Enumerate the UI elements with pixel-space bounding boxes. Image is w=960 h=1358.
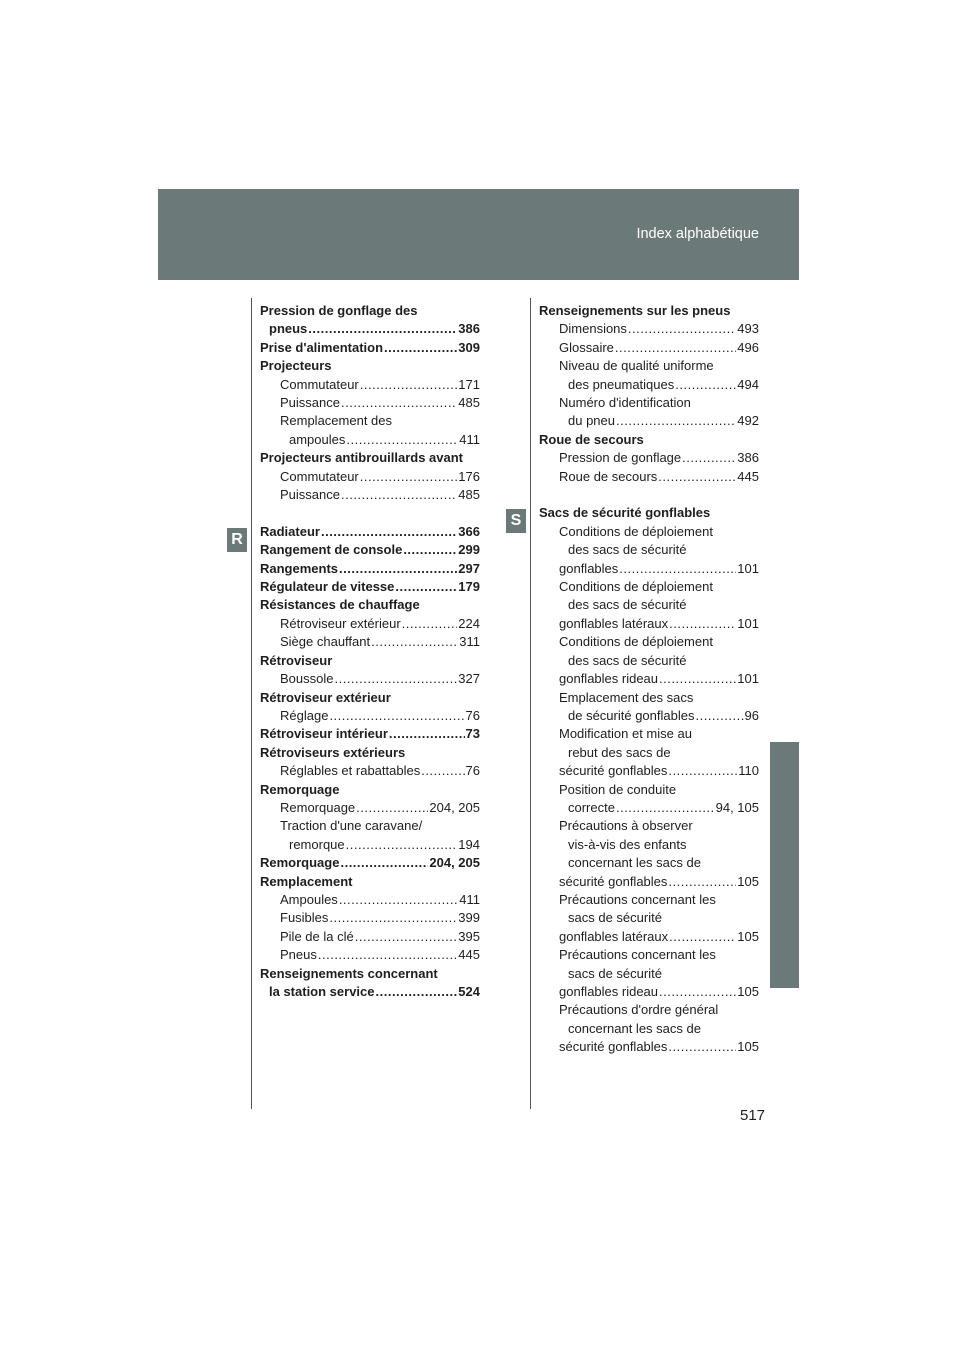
index-entry <box>260 744 480 762</box>
entry-term: Réglables et rabattables <box>280 763 421 779</box>
entry-term: Pneus <box>280 947 317 963</box>
index-entry <box>539 744 759 762</box>
entry-term: ampoules <box>289 431 346 447</box>
letter-badge-s: S <box>506 509 526 533</box>
entry-term: Projecteurs antibrouillards avant <box>260 450 464 466</box>
entry-leader-dots <box>669 615 736 633</box>
entry-leader-dots <box>339 891 458 909</box>
entry-term: Fusibles <box>280 910 329 926</box>
entry-page-ref: 94, 105 <box>715 799 759 815</box>
entry-term: Remorquage <box>260 855 340 871</box>
index-entry <box>260 781 480 799</box>
entry-term: Commutateur <box>280 376 359 392</box>
entry-term: Dimensions <box>559 321 627 337</box>
index-entry <box>539 320 759 338</box>
entry-term: Remplacement <box>260 873 353 889</box>
entry-page-ref: 411 <box>459 891 480 907</box>
index-entry <box>539 633 759 651</box>
index-entry <box>260 394 480 412</box>
index-entry <box>260 541 480 559</box>
entry-page-ref: 101 <box>737 671 759 687</box>
entry-leader-dots <box>346 431 458 449</box>
entry-page-ref: 485 <box>458 395 480 411</box>
entry-page-ref: 311 <box>459 634 480 650</box>
entry-page-ref: 73 <box>465 726 480 742</box>
entry-leader-dots <box>355 928 458 946</box>
entry-leader-dots <box>668 1038 736 1056</box>
entry-page-ref: 386 <box>458 321 480 337</box>
index-entry <box>260 725 480 743</box>
entry-term: sécurité gonflables <box>559 763 668 779</box>
index-entry <box>260 578 480 596</box>
entry-page-ref: 204, 205 <box>429 799 480 815</box>
entry-page-ref: 386 <box>737 450 759 466</box>
index-entry <box>539 1020 759 1038</box>
entry-term: Rangement de console <box>260 542 403 558</box>
entry-term: Précautions d'ordre général <box>559 1002 719 1018</box>
entry-leader-dots <box>321 523 457 541</box>
entry-leader-dots <box>329 909 457 927</box>
entry-term: Prise d'alimentation <box>260 339 384 355</box>
entry-leader-dots <box>668 873 736 891</box>
entry-term: sacs de sécurité <box>568 965 662 981</box>
entry-term: Roue de secours <box>539 431 644 447</box>
index-entry <box>539 836 759 854</box>
entry-term: Emplacement des sacs <box>559 689 694 705</box>
index-entry <box>539 449 759 467</box>
index-entry <box>260 633 480 651</box>
entry-page-ref: 496 <box>737 339 759 355</box>
index-entry <box>260 615 480 633</box>
entry-term: Résistances de chauffage <box>260 597 420 613</box>
index-entry <box>539 928 759 946</box>
index-entry <box>539 965 759 983</box>
entry-term: concernant les sacs de <box>568 1020 701 1036</box>
entry-term: concernant les sacs de <box>568 855 701 871</box>
entry-term: Conditions de déploiement <box>559 634 713 650</box>
entry-leader-dots <box>329 707 464 725</box>
index-entry <box>260 560 480 578</box>
entry-term: Modification et mise au <box>559 726 692 742</box>
index-entry <box>260 854 480 872</box>
entry-term: Numéro d'identification <box>559 395 691 411</box>
index-entry <box>539 504 759 522</box>
entry-page-ref: 327 <box>458 671 480 687</box>
entry-leader-dots <box>341 394 457 412</box>
entry-term: des sacs de sécurité <box>568 652 687 668</box>
entry-term: Renseignements sur les pneus <box>539 303 731 318</box>
entry-term: gonflables <box>559 560 619 576</box>
entry-page-ref: 524 <box>458 984 480 1000</box>
entry-leader-dots <box>341 486 457 504</box>
index-entry <box>539 394 759 412</box>
entry-page-ref: 485 <box>458 487 480 503</box>
index-entry <box>260 891 480 909</box>
entry-page-ref: 105 <box>737 873 759 889</box>
entry-page-ref: 101 <box>737 615 759 631</box>
entry-term: remorque <box>289 836 345 852</box>
entry-term: pneus <box>269 321 308 337</box>
entry-page-ref: 105 <box>737 1039 759 1055</box>
index-entry <box>539 891 759 909</box>
entry-leader-dots <box>616 412 736 430</box>
entry-term: Pression de gonflage <box>559 450 682 466</box>
entry-term: gonflables latéraux <box>559 615 669 631</box>
index-entry <box>260 357 480 375</box>
entry-term: Projecteurs <box>260 358 332 374</box>
entry-term: Rétroviseur extérieur <box>260 689 391 705</box>
entry-term: rebut des sacs de <box>568 744 671 760</box>
entry-page-ref: 110 <box>738 763 759 779</box>
letter-badge-r: R <box>227 528 247 552</box>
index-entry <box>539 799 759 817</box>
entry-leader-dots <box>371 633 458 651</box>
index-entry <box>539 670 759 688</box>
entry-leader-dots <box>421 762 464 780</box>
index-entry <box>539 615 759 633</box>
entry-term: Conditions de déploiement <box>559 523 713 539</box>
entry-leader-dots <box>615 339 736 357</box>
entry-page-ref: 445 <box>458 947 480 963</box>
entry-term: Rétroviseurs extérieurs <box>260 744 406 760</box>
index-entry <box>260 468 480 486</box>
index-column-left <box>260 302 480 1001</box>
entry-term: du pneu <box>568 413 615 429</box>
entry-term: des pneumatiques <box>568 376 675 392</box>
index-entry <box>539 854 759 872</box>
entry-term: de sécurité gonflables <box>568 707 695 723</box>
entry-spacer <box>539 486 759 504</box>
entry-term: Puissance <box>280 487 340 503</box>
index-entry <box>539 707 759 725</box>
entry-leader-dots <box>334 670 457 688</box>
entry-leader-dots <box>360 468 458 486</box>
entry-term: Renseignements concernant <box>260 965 438 981</box>
index-entry <box>260 302 480 320</box>
index-entry <box>260 909 480 927</box>
entry-term: Siège chauffant <box>280 634 371 650</box>
entry-term: des sacs de sécurité <box>568 597 687 613</box>
index-entry <box>260 873 480 891</box>
entry-leader-dots <box>346 836 458 854</box>
index-entry <box>539 873 759 891</box>
column-divider-left <box>251 298 252 1109</box>
side-tab <box>770 742 799 988</box>
entry-leader-dots <box>628 320 736 338</box>
entry-page-ref: 366 <box>458 523 480 539</box>
index-entry <box>260 412 480 430</box>
entry-leader-dots <box>616 799 715 817</box>
entry-term: Traction d'une caravane/ <box>280 818 423 834</box>
entry-term: Rétroviseur extérieur <box>280 615 401 631</box>
entry-term: Réglage <box>280 707 329 723</box>
index-entry <box>539 523 759 541</box>
index-entry <box>539 689 759 707</box>
entry-term: Commutateur <box>280 468 359 484</box>
index-entry <box>260 670 480 688</box>
entry-leader-dots <box>619 560 736 578</box>
entry-page-ref: 309 <box>458 339 480 355</box>
entry-term: sécurité gonflables <box>559 873 668 889</box>
index-entry <box>260 983 480 1001</box>
index-entry <box>539 357 759 375</box>
entry-term: Rétroviseur intérieur <box>260 726 388 742</box>
index-entry <box>260 320 480 338</box>
entry-page-ref: 445 <box>737 468 759 484</box>
entry-term: Régulateur de vitesse <box>260 579 395 595</box>
index-entry <box>260 928 480 946</box>
index-entry <box>260 799 480 817</box>
entry-term: Rétroviseur <box>260 652 333 668</box>
entry-page-ref: 395 <box>458 928 480 944</box>
entry-leader-dots <box>682 449 736 467</box>
entry-page-ref: 76 <box>465 763 480 779</box>
index-entry <box>260 486 480 504</box>
entry-term: Roue de secours <box>559 468 658 484</box>
entry-term: Pression de gonflage des <box>260 303 418 318</box>
entry-term: Pile de la clé <box>280 928 354 944</box>
index-entry <box>260 707 480 725</box>
index-entry <box>539 762 759 780</box>
entry-page-ref: 105 <box>737 984 759 1000</box>
index-entry <box>539 412 759 430</box>
entry-page-ref: 399 <box>458 910 480 926</box>
entry-page-ref: 297 <box>458 560 480 576</box>
entry-leader-dots <box>695 707 743 725</box>
column-divider-middle <box>530 298 531 1109</box>
entry-term: Rangements <box>260 560 339 576</box>
entry-spacer <box>260 504 480 522</box>
entry-term: Niveau de qualité uniforme <box>559 358 714 374</box>
entry-leader-dots <box>659 983 736 1001</box>
index-entry <box>539 909 759 927</box>
entry-term: Remorquage <box>280 799 356 815</box>
entry-page-ref: 224 <box>458 615 480 631</box>
index-entry <box>260 596 480 614</box>
entry-leader-dots <box>384 339 457 357</box>
index-entry <box>260 376 480 394</box>
entry-term: Radiateur <box>260 523 320 539</box>
index-entry <box>260 965 480 983</box>
entry-term: vis-à-vis des enfants <box>568 836 687 852</box>
entry-term: Remorquage <box>260 781 340 797</box>
entry-page-ref: 493 <box>737 321 759 337</box>
index-entry <box>539 339 759 357</box>
entry-leader-dots <box>356 799 428 817</box>
header-title: Index alphabétique <box>636 226 759 242</box>
entry-page-ref: 179 <box>458 579 480 595</box>
entry-term: Sacs de sécurité gonflables <box>539 505 711 521</box>
entry-page-ref: 76 <box>465 707 480 723</box>
entry-term: Glossaire <box>559 339 614 355</box>
index-entry <box>260 689 480 707</box>
index-entry <box>260 652 480 670</box>
entry-page-ref: 299 <box>458 542 480 558</box>
entry-leader-dots <box>675 376 736 394</box>
entry-leader-dots <box>659 670 736 688</box>
index-entry <box>260 523 480 541</box>
entry-leader-dots <box>360 376 458 394</box>
entry-page-ref: 194 <box>458 836 480 852</box>
entry-term: correcte <box>568 799 615 815</box>
entry-term: Position de conduite <box>559 781 677 797</box>
entry-term: Boussole <box>280 671 334 687</box>
entry-page-ref: 101 <box>737 560 759 576</box>
entry-term: Précautions concernant les <box>559 947 716 963</box>
index-entry <box>539 817 759 835</box>
index-entry <box>539 302 759 320</box>
entry-term: gonflables latéraux <box>559 928 669 944</box>
index-entry <box>539 652 759 670</box>
index-entry <box>539 1001 759 1019</box>
index-entry <box>539 541 759 559</box>
entry-term: Précautions à observer <box>559 818 693 834</box>
index-entry <box>260 946 480 964</box>
index-entry <box>539 560 759 578</box>
entry-term: des sacs de sécurité <box>568 542 687 558</box>
index-entry <box>539 1038 759 1056</box>
entry-leader-dots <box>395 578 457 596</box>
index-entry <box>539 468 759 486</box>
index-entry <box>539 596 759 614</box>
entry-leader-dots <box>376 983 458 1001</box>
entry-page-ref: 492 <box>737 413 759 429</box>
entry-term: Précautions concernant les <box>559 891 716 907</box>
entry-term: Puissance <box>280 395 340 411</box>
entry-term: Ampoules <box>280 891 338 907</box>
index-entry <box>260 836 480 854</box>
index-column-right <box>539 302 759 1057</box>
entry-term: Remplacement des <box>280 413 392 429</box>
entry-page-ref: 411 <box>459 431 480 447</box>
entry-page-ref: 494 <box>737 376 759 392</box>
index-entry <box>260 762 480 780</box>
index-entry <box>539 946 759 964</box>
index-entry <box>539 578 759 596</box>
entry-term: sécurité gonflables <box>559 1039 668 1055</box>
index-entry <box>539 725 759 743</box>
entry-term: gonflables rideau <box>559 671 659 687</box>
entry-leader-dots <box>669 928 736 946</box>
index-entry <box>539 431 759 449</box>
entry-page-ref: 96 <box>744 707 759 723</box>
entry-leader-dots <box>318 946 457 964</box>
entry-leader-dots <box>658 468 736 486</box>
entry-leader-dots <box>339 560 457 578</box>
entry-page-ref: 204, 205 <box>429 855 480 871</box>
entry-term: Conditions de déploiement <box>559 579 713 595</box>
entry-leader-dots <box>340 854 428 872</box>
entry-leader-dots <box>402 615 458 633</box>
index-entry <box>260 449 480 467</box>
entry-leader-dots <box>389 725 465 743</box>
index-entry <box>539 781 759 799</box>
index-entry <box>260 431 480 449</box>
page-number: 517 <box>740 1107 766 1124</box>
entry-page-ref: 171 <box>458 376 480 392</box>
entry-term: sacs de sécurité <box>568 910 662 926</box>
index-entry <box>539 376 759 394</box>
index-entry <box>260 817 480 835</box>
entry-leader-dots <box>668 762 737 780</box>
index-entry <box>539 983 759 1001</box>
header-bar <box>158 189 799 280</box>
entry-leader-dots <box>403 541 457 559</box>
entry-term: la station service <box>269 984 375 1000</box>
entry-page-ref: 105 <box>737 928 759 944</box>
entry-term: gonflables rideau <box>559 984 659 1000</box>
entry-leader-dots <box>308 320 457 338</box>
index-entry <box>260 339 480 357</box>
entry-page-ref: 176 <box>458 468 480 484</box>
